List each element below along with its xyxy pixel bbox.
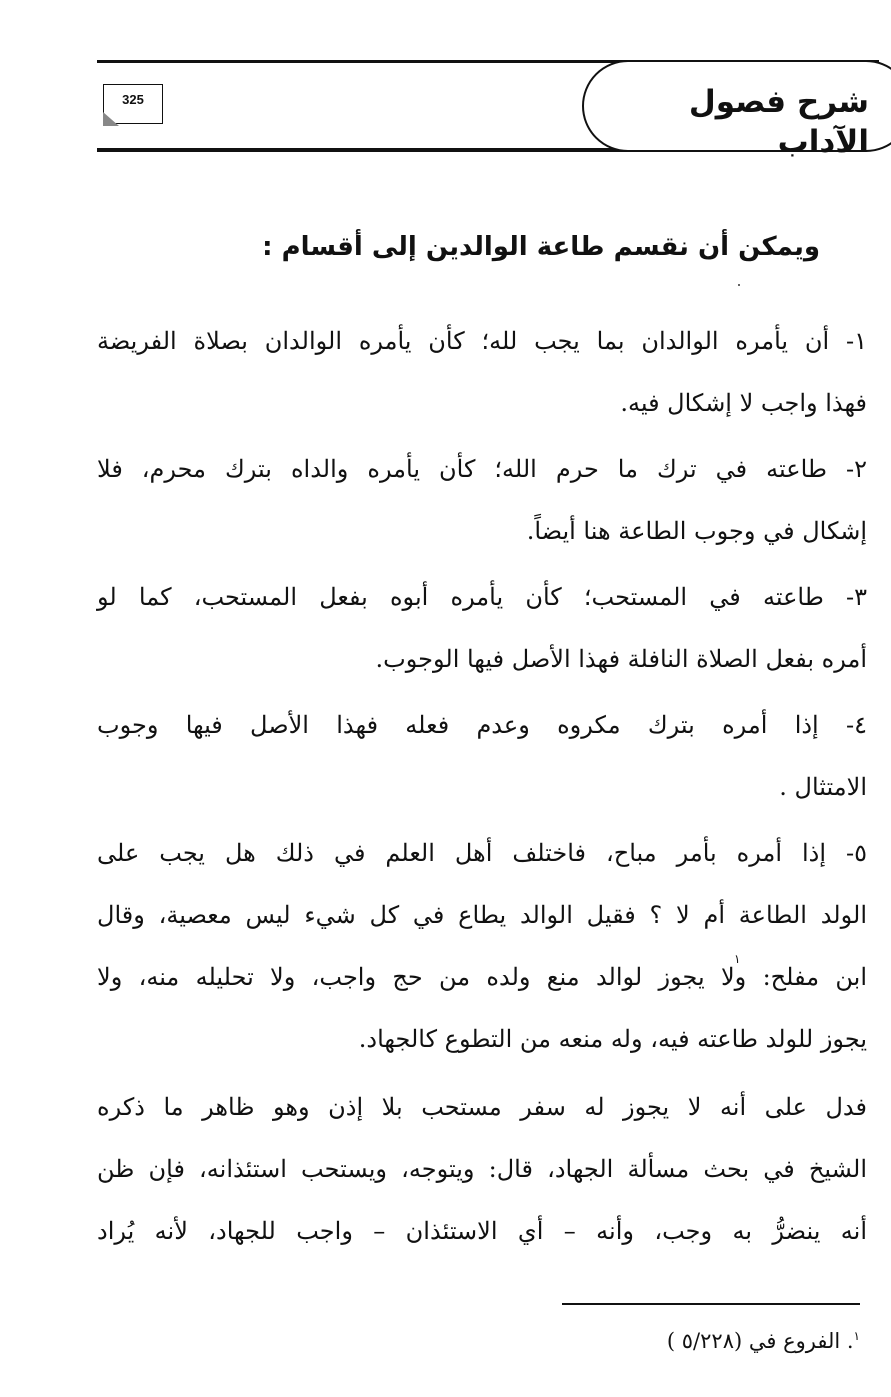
paragraph-line: يجوز للولد طاعته فيه، وله منعه من التطوع كالجهاد. <box>358 1025 867 1053</box>
paragraph-line <box>97 946 867 1008</box>
footnote-separator <box>562 1303 860 1305</box>
paragraph-line: أنه ينضرُّ به وجب، وأنه – أي الاستئذان – واجب للجهاد، لأنه يُراد <box>97 1217 867 1245</box>
paragraph-line: إشكال في وجوب الطاعة هنا أيضاً. <box>526 517 867 545</box>
paragraph-line: ٥- إذا أمره بأمر مباح، فاختلف أهل العلم في ذلك هل يجب على <box>97 839 867 867</box>
footnote-reference: ١ <box>734 952 741 966</box>
paragraph-line: الامتثال . <box>779 773 867 801</box>
paragraph-line: ١- أن يأمره الوالدان بما يجب لله؛ كأن يأمره الوالدان بصلاة الفريضة <box>97 327 867 355</box>
paragraph-1 <box>97 310 867 434</box>
paragraph-2 <box>97 438 867 562</box>
paragraph-line-text: ابن مفلح: ولا يجوز لوالد منع ولده من حج واجب، ولا تحليله منه، ولا <box>97 963 867 991</box>
section-heading: ويمكن أن نقسم طاعة الوالدين إلى أقسام : <box>262 232 820 262</box>
paragraph-line: الشيخ في بحث مسألة الجهاد، قال: ويتوجه، ويستحب استئذانه، فإن ظن <box>97 1155 867 1183</box>
book-title: شرح فصول الآداب <box>688 84 869 160</box>
paragraph-line: فدل على أنه لا يجوز له سفر مستحب بلا إذن وهو ظاهر ما ذكره <box>97 1093 867 1121</box>
paragraph-line: أمره بفعل الصلاة النافلة فهذا الأصل فيها الوجوب. <box>375 645 867 673</box>
paragraph-line: ٤- إذا أمره بترك مكروه وعدم فعله فهذا الأصل فيها وجوب <box>97 711 867 739</box>
page-number: 325 <box>122 92 144 107</box>
paragraph-line: الولد الطاعة أم لا ؟ فقيل الوالد يطاع في كل شيء ليس معصية، وقال <box>97 901 867 929</box>
paragraph-4 <box>97 694 867 818</box>
paragraph-line: ٢- طاعته في ترك ما حرم الله؛ كأن يأمره والداه بترك محرم، فلا <box>97 455 867 483</box>
page-corner-fold <box>103 112 119 126</box>
paragraph-5 <box>97 822 867 1070</box>
footnote-marker: ١ <box>853 1329 860 1343</box>
print-speck <box>738 284 740 286</box>
paragraph-line: ٣- طاعته في المستحب؛ كأن يأمره أبوه بفعل المستحب، كما لو <box>97 583 867 611</box>
footnote-text: . الفروع في (٥/٢٢٨ ) <box>666 1329 854 1353</box>
paragraph-6 <box>97 1076 867 1262</box>
paragraph-3 <box>97 566 867 690</box>
footnote <box>560 1318 860 1359</box>
paragraph-line: فهذا واجب لا إشكال فيه. <box>620 389 867 417</box>
